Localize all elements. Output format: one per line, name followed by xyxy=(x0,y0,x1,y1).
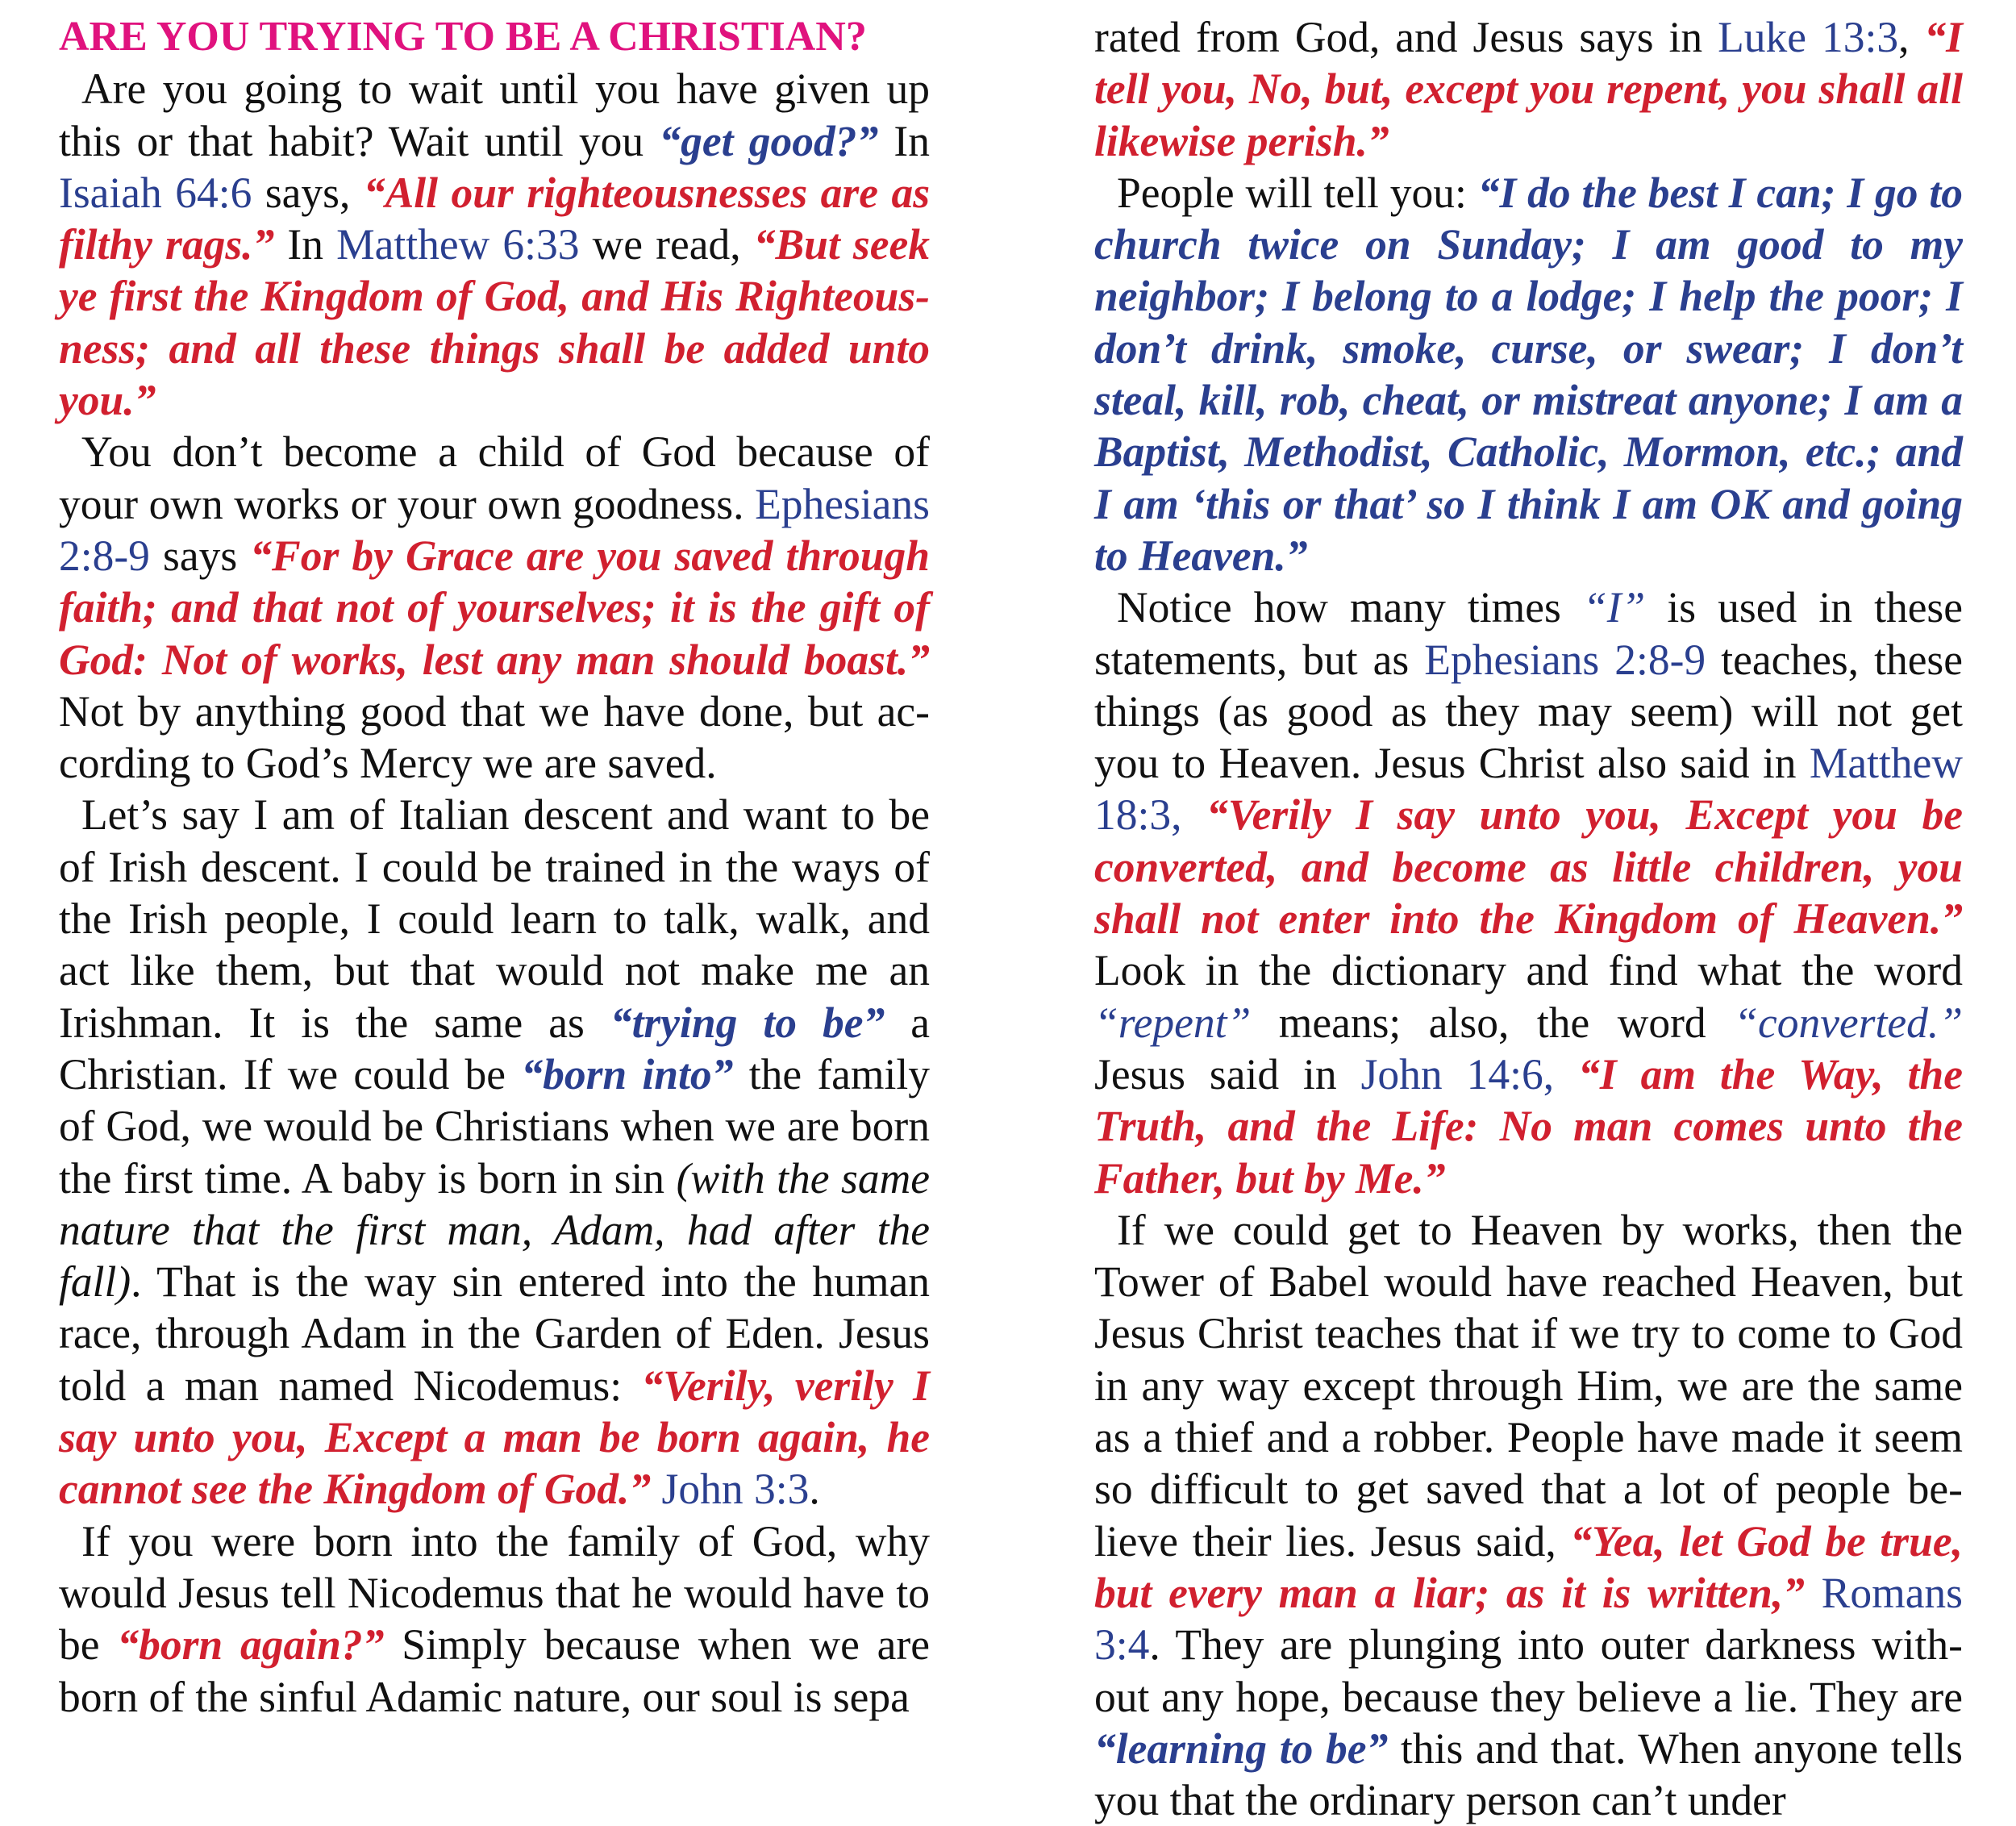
scripture-reference: Ephesians 2:8-9 xyxy=(1424,635,1706,684)
body-text: Are you going to wait until you have given up this or that habit? Wait until you xyxy=(59,65,930,165)
paragraph-works xyxy=(59,426,930,789)
body-text: . They are plunging into outer darkness without any hope, because they believe a lie. They are xyxy=(1094,1620,1963,1721)
scripture-reference: Ephesians 2:8-9 xyxy=(59,479,930,580)
quoted-phrase: “learning to be” xyxy=(1094,1724,1389,1773)
body-text: If you were born into the family of God, why would Jesus tell Nicodemus that he would have to be xyxy=(59,1516,930,1670)
body-text: . That is the way sin entered into the human race, through Adam in the Garden of Eden. Jesus told a man named Nicodemus: xyxy=(59,1257,930,1410)
body-text: a Christian. If we could be xyxy=(59,998,930,1099)
scripture-quote: “But seek ye first the Kingdom of God, and His Righteousness; and all these things shall be added unto you.” xyxy=(59,220,930,425)
body-text: Simply because when we are born of the sinful Adamic nature, our soul is sepa xyxy=(59,1620,930,1721)
paragraph-born-again xyxy=(59,1515,930,1723)
body-text: teaches, these things (as good as they may seem) will not get you to Heaven. Jesus Christ also said in xyxy=(1094,635,1963,788)
body-text: In xyxy=(274,220,337,269)
body-text: , xyxy=(1898,13,1925,61)
scripture-reference: John 14:6, xyxy=(1360,1049,1555,1099)
quoted-phrase: “born into” xyxy=(521,1049,734,1099)
scripture-reference: Romans 3:4 xyxy=(1094,1568,1964,1670)
scripture-reference: John 3:3 xyxy=(661,1465,810,1514)
scripture-quote: “born again?” xyxy=(117,1620,385,1670)
quoted-word: “repent” xyxy=(1094,998,1252,1047)
scripture-quote: “Verily, verily I say unto you, Except a man be born again, he cannot see the Kingdom of God.” xyxy=(59,1361,930,1514)
body-text: this and that. When anyone tells you that the ordinary person can’t under xyxy=(1094,1724,1963,1825)
body-text: In xyxy=(878,116,930,165)
body-text xyxy=(1805,1569,1822,1617)
paragraph-descent xyxy=(59,789,930,1515)
body-text: Notice how many times xyxy=(1117,583,1583,632)
body-text xyxy=(651,1465,661,1513)
quoted-word: “I” xyxy=(1582,583,1646,632)
body-text: the family of God, we would be Christians when we are born the first time. A baby is born in sin xyxy=(59,1049,931,1203)
body-text: we read, xyxy=(579,220,754,269)
body-text: Not by anything good that we have done, but according to God’s Mercy we are saved. xyxy=(59,686,930,788)
body-text: You don’t become a child of God because of your own works or your own goodness. xyxy=(59,427,930,528)
body-text: says xyxy=(149,531,251,580)
body-text: rated from God, and Jesus says in xyxy=(1094,13,1718,61)
quoted-phrase: “get good?” xyxy=(659,116,879,165)
quoted-phrase: “trying to be” xyxy=(610,998,885,1047)
body-text: says, xyxy=(252,168,364,217)
paragraph-continuation xyxy=(1094,11,1963,167)
quoted-word: “converted.” xyxy=(1734,998,1963,1047)
body-text: If we could get to Heaven by works, then the Tower of Babel would have reached Heaven, but Jesus Christ teaches that if we try to come to God in any way except through Him, we are the same as a thief and a robber. People have made it seem so difficult to get saved that a lot of people believe their lies. Jesus said, xyxy=(1094,1205,1963,1565)
scripture-reference: Matthew 18:3, xyxy=(1094,739,1963,840)
paragraph-notice xyxy=(1094,582,1963,1204)
scripture-reference: Isaiah 64:6 xyxy=(59,168,252,217)
body-text: Let’s say I am of Italian descent and want to be of Irish descent. I could be trained in the ways of the Irish people, I could learn to talk, walk, and act like them, but that would not make me an Irishman. It is the same as xyxy=(59,790,930,1047)
scripture-quote: “For by Grace are you saved through faith; and that not of yourselves; it is the gift of God: Not of works, lest any man should boast.” xyxy=(59,531,930,684)
paragraph-waiting xyxy=(59,63,930,426)
scripture-reference: Luke 13:3 xyxy=(1718,13,1899,61)
scripture-quote: “Verily I say unto you, Except you be converted, and become as little children, you shall not enter into the Kingdom of Heaven.” xyxy=(1094,790,1964,944)
italic-aside: (with the same nature that the first man, Adam, had after the fall) xyxy=(59,1153,931,1307)
scripture-quote: “I am the Way, the Truth, and the Life: No man comes unto the Father, but by Me.” xyxy=(1094,1049,1964,1203)
paragraph-people-say xyxy=(1094,167,1963,582)
scripture-quote: “I tell you, No, but, except you repent, you shall all likewise perish.” xyxy=(1094,13,1963,165)
body-text: Look in the dictionary and find what the word xyxy=(1094,946,1963,995)
scripture-quote: “Yea, let God be true, but every man a liar; as it is written,” xyxy=(1094,1516,1963,1617)
body-text xyxy=(1554,1050,1578,1099)
body-text: People will tell you: xyxy=(1117,168,1478,217)
paragraph-babel xyxy=(1094,1204,1963,1826)
scripture-reference: Matthew 6:33 xyxy=(336,220,580,269)
body-text: means; also, the word xyxy=(1251,998,1735,1047)
body-text: . xyxy=(809,1465,820,1514)
left-column xyxy=(59,11,930,1723)
right-column xyxy=(1094,11,1963,1826)
quoted-phrase: “I do the best I can; I go to church twice on Sunday; I am good to my neighbor; I belong to a lodge; I help the poor; I don’t drink, smoke, curse, or swear; I don’t steal, kill, rob, cheat, or mistreat anyone; I am a Baptist, Methodist, Catholic, Mormon, etc.; and I am ‘this or that’ so I think I am OK and going to Heaven.” xyxy=(1094,168,1963,580)
body-text: is used in these statements, but as xyxy=(1094,583,1964,684)
body-text: Jesus said in xyxy=(1094,1049,1361,1099)
body-text xyxy=(1182,790,1207,839)
scripture-quote: “All our righteousnesses are as filthy rags.” xyxy=(59,168,931,269)
page-title: ARE YOU TRYING TO BE A CHRISTIAN? xyxy=(59,14,867,60)
